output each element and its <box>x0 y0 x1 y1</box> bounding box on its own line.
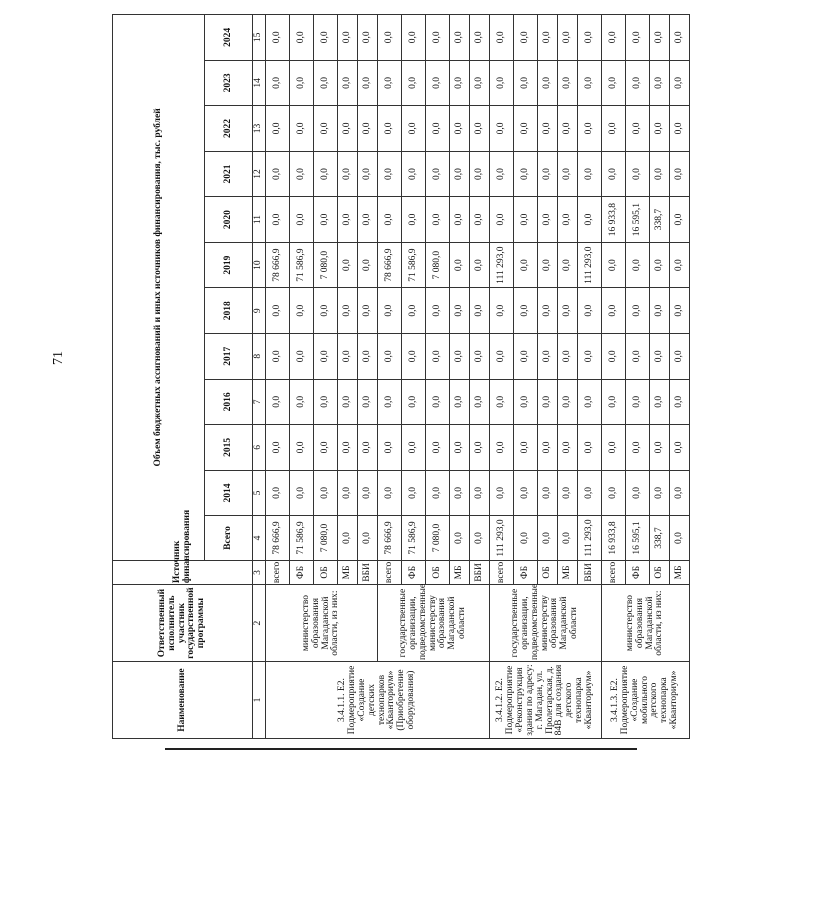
value-cell: 0,0 <box>650 151 670 197</box>
value-cell: 0,0 <box>358 60 378 106</box>
value-cell: 0,0 <box>538 197 558 243</box>
value-cell: 0,0 <box>290 425 314 471</box>
value-cell: 0,0 <box>450 470 470 516</box>
value-cell: 0,0 <box>538 379 558 425</box>
value-cell: 0,0 <box>650 425 670 471</box>
column-number: 1 <box>253 662 266 739</box>
value-cell: 0,0 <box>378 60 402 106</box>
value-cell: 0,0 <box>490 151 514 197</box>
value-cell: 0,0 <box>650 60 670 106</box>
value-cell: 0,0 <box>402 197 426 243</box>
value-cell: 0,0 <box>314 470 338 516</box>
column-number: 13 <box>253 106 266 152</box>
source-cell: всего <box>266 560 290 584</box>
value-cell: 0,0 <box>378 288 402 334</box>
value-cell: 0,0 <box>670 470 690 516</box>
item-executor: министерство образования Магаданской области, из них: <box>602 585 690 662</box>
value-cell: 0,0 <box>338 106 358 152</box>
value-cell: 0,0 <box>470 242 490 288</box>
value-cell: 0,0 <box>538 60 558 106</box>
value-cell: 7 080,0 <box>314 242 338 288</box>
value-cell: 0,0 <box>538 242 558 288</box>
header-year: 2020 <box>205 197 253 243</box>
value-cell: 0,0 <box>602 60 626 106</box>
value-cell: 0,0 <box>490 288 514 334</box>
value-cell: 0,0 <box>266 334 290 380</box>
value-cell: 0,0 <box>426 288 450 334</box>
value-cell: 111 293,0 <box>490 242 514 288</box>
column-number: 4 <box>253 516 266 561</box>
value-cell: 0,0 <box>426 197 450 243</box>
value-cell: 0,0 <box>470 288 490 334</box>
value-cell: 0,0 <box>378 197 402 243</box>
column-number: 10 <box>253 242 266 288</box>
value-cell: 0,0 <box>314 334 338 380</box>
total-cell: 338,7 <box>650 516 670 561</box>
value-cell: 0,0 <box>426 334 450 380</box>
total-cell: 7 080,0 <box>314 516 338 561</box>
value-cell: 0,0 <box>538 288 558 334</box>
total-cell: 0,0 <box>670 516 690 561</box>
value-cell: 0,0 <box>490 197 514 243</box>
value-cell: 0,0 <box>558 242 578 288</box>
total-cell: 0,0 <box>358 516 378 561</box>
header-year: 2015 <box>205 425 253 471</box>
value-cell: 0,0 <box>650 15 670 61</box>
item-executor: государственные организации, подведомственные министерству образования Магаданской области <box>490 585 602 662</box>
total-cell: 0,0 <box>538 516 558 561</box>
value-cell: 0,0 <box>338 151 358 197</box>
value-cell: 0,0 <box>402 379 426 425</box>
value-cell: 0,0 <box>426 151 450 197</box>
value-cell: 0,0 <box>378 425 402 471</box>
value-cell: 0,0 <box>402 334 426 380</box>
total-cell: 0,0 <box>338 516 358 561</box>
value-cell: 0,0 <box>450 106 470 152</box>
value-cell: 0,0 <box>602 151 626 197</box>
value-cell: 0,0 <box>470 151 490 197</box>
value-cell: 0,0 <box>358 288 378 334</box>
value-cell: 0,0 <box>626 106 650 152</box>
value-cell: 0,0 <box>402 425 426 471</box>
value-cell: 0,0 <box>338 242 358 288</box>
value-cell: 0,0 <box>578 470 602 516</box>
column-number: 3 <box>253 560 266 584</box>
value-cell: 0,0 <box>514 288 538 334</box>
value-cell: 0,0 <box>626 470 650 516</box>
source-cell: ВБИ <box>470 560 490 584</box>
value-cell: 0,0 <box>450 242 470 288</box>
value-cell: 0,0 <box>490 470 514 516</box>
value-cell: 0,0 <box>514 106 538 152</box>
source-cell: ФБ <box>290 560 314 584</box>
value-cell: 0,0 <box>514 379 538 425</box>
value-cell: 0,0 <box>358 379 378 425</box>
value-cell: 0,0 <box>358 197 378 243</box>
value-cell: 0,0 <box>266 425 290 471</box>
value-cell: 0,0 <box>266 15 290 61</box>
header-name: Наименование <box>113 662 253 739</box>
page-number: 71 <box>51 351 66 365</box>
column-number: 6 <box>253 425 266 471</box>
value-cell: 0,0 <box>338 15 358 61</box>
value-cell: 0,0 <box>514 197 538 243</box>
value-cell: 0,0 <box>602 288 626 334</box>
value-cell: 0,0 <box>650 334 670 380</box>
value-cell: 0,0 <box>558 106 578 152</box>
total-cell: 78 666,9 <box>266 516 290 561</box>
item-executor: государственные организации, подведомственные министерству образования Магаданской области <box>378 585 490 662</box>
value-cell: 0,0 <box>402 470 426 516</box>
value-cell: 0,0 <box>490 425 514 471</box>
value-cell: 0,0 <box>450 15 470 61</box>
value-cell: 0,0 <box>558 15 578 61</box>
value-cell: 0,0 <box>602 470 626 516</box>
value-cell: 0,0 <box>514 15 538 61</box>
source-cell: МБ <box>450 560 470 584</box>
header-year: 2023 <box>205 60 253 106</box>
value-cell: 0,0 <box>314 151 338 197</box>
value-cell: 0,0 <box>626 151 650 197</box>
value-cell: 0,0 <box>514 334 538 380</box>
value-cell: 0,0 <box>358 334 378 380</box>
header-year: 2014 <box>205 470 253 516</box>
total-cell: 0,0 <box>514 516 538 561</box>
value-cell: 0,0 <box>538 15 558 61</box>
value-cell: 0,0 <box>626 242 650 288</box>
value-cell: 0,0 <box>358 151 378 197</box>
value-cell: 0,0 <box>402 151 426 197</box>
value-cell: 0,0 <box>670 60 690 106</box>
value-cell: 0,0 <box>378 470 402 516</box>
value-cell: 0,0 <box>266 60 290 106</box>
value-cell: 7 080,0 <box>426 242 450 288</box>
value-cell: 0,0 <box>558 470 578 516</box>
value-cell: 0,0 <box>470 425 490 471</box>
value-cell: 0,0 <box>470 60 490 106</box>
value-cell: 0,0 <box>358 470 378 516</box>
total-cell: 71 586,9 <box>402 516 426 561</box>
value-cell: 0,0 <box>338 425 358 471</box>
horizontal-rule <box>165 748 637 750</box>
value-cell: 0,0 <box>602 334 626 380</box>
total-cell: 111 293,0 <box>578 516 602 561</box>
value-cell: 71 586,9 <box>402 242 426 288</box>
value-cell: 0,0 <box>426 470 450 516</box>
value-cell: 0,0 <box>578 334 602 380</box>
header-year: 2016 <box>205 379 253 425</box>
header-executor: Ответственный исполнитель участник государственной программы <box>113 585 253 662</box>
value-cell: 0,0 <box>266 151 290 197</box>
source-cell: ВБИ <box>578 560 602 584</box>
value-cell: 0,0 <box>490 15 514 61</box>
table-container <box>112 14 837 736</box>
source-cell: ОБ <box>650 560 670 584</box>
header-source: Источник финансирования <box>113 560 253 584</box>
value-cell: 0,0 <box>378 151 402 197</box>
value-cell: 0,0 <box>490 379 514 425</box>
value-cell: 0,0 <box>578 425 602 471</box>
source-cell: ОБ <box>538 560 558 584</box>
source-cell: ФБ <box>402 560 426 584</box>
value-cell: 0,0 <box>602 15 626 61</box>
value-cell: 0,0 <box>290 470 314 516</box>
value-cell: 0,0 <box>470 470 490 516</box>
value-cell: 0,0 <box>470 197 490 243</box>
column-number: 14 <box>253 60 266 106</box>
value-cell: 0,0 <box>490 60 514 106</box>
value-cell: 0,0 <box>314 60 338 106</box>
value-cell: 0,0 <box>578 60 602 106</box>
value-cell: 0,0 <box>650 379 670 425</box>
value-cell: 0,0 <box>514 242 538 288</box>
value-cell: 0,0 <box>490 106 514 152</box>
column-number: 11 <box>253 197 266 243</box>
value-cell: 0,0 <box>514 470 538 516</box>
value-cell: 0,0 <box>538 334 558 380</box>
value-cell: 0,0 <box>470 106 490 152</box>
value-cell: 0,0 <box>402 288 426 334</box>
column-number: 8 <box>253 334 266 380</box>
value-cell: 0,0 <box>426 106 450 152</box>
source-cell: ВБИ <box>358 560 378 584</box>
value-cell: 0,0 <box>338 470 358 516</box>
column-number: 15 <box>253 15 266 61</box>
value-cell: 0,0 <box>358 106 378 152</box>
value-cell: 78 666,9 <box>266 242 290 288</box>
value-cell: 0,0 <box>538 425 558 471</box>
value-cell: 0,0 <box>538 470 558 516</box>
value-cell: 0,0 <box>602 106 626 152</box>
value-cell: 0,0 <box>266 470 290 516</box>
source-cell: ОБ <box>314 560 338 584</box>
total-cell: 0,0 <box>558 516 578 561</box>
value-cell: 0,0 <box>314 425 338 471</box>
value-cell: 0,0 <box>558 288 578 334</box>
header-year: 2018 <box>205 288 253 334</box>
value-cell: 0,0 <box>314 106 338 152</box>
value-cell: 0,0 <box>290 197 314 243</box>
value-cell: 0,0 <box>314 288 338 334</box>
total-cell: 16 933,8 <box>602 516 626 561</box>
value-cell: 0,0 <box>670 242 690 288</box>
value-cell: 111 293,0 <box>578 242 602 288</box>
value-cell: 0,0 <box>290 151 314 197</box>
value-cell: 0,0 <box>538 151 558 197</box>
value-cell: 0,0 <box>514 60 538 106</box>
value-cell: 0,0 <box>266 197 290 243</box>
total-cell: 0,0 <box>470 516 490 561</box>
value-cell: 0,0 <box>266 288 290 334</box>
source-cell: ФБ <box>626 560 650 584</box>
table-row <box>266 15 290 739</box>
value-cell: 0,0 <box>450 334 470 380</box>
value-cell: 0,0 <box>470 379 490 425</box>
column-number: 2 <box>253 585 266 662</box>
value-cell: 0,0 <box>558 379 578 425</box>
value-cell: 0,0 <box>358 425 378 471</box>
source-cell: всего <box>378 560 402 584</box>
value-cell: 0,0 <box>626 60 650 106</box>
value-cell: 0,0 <box>338 288 358 334</box>
source-cell: всего <box>490 560 514 584</box>
total-cell: 16 595,1 <box>626 516 650 561</box>
source-cell: МБ <box>338 560 358 584</box>
value-cell: 71 586,9 <box>290 242 314 288</box>
value-cell: 16 933,8 <box>602 197 626 243</box>
value-cell: 0,0 <box>450 197 470 243</box>
total-cell: 71 586,9 <box>290 516 314 561</box>
value-cell: 0,0 <box>450 60 470 106</box>
header-volume: Объем бюджетных ассигнований и иных источников финансирования, тыс. рублей <box>113 15 205 561</box>
value-cell: 0,0 <box>578 106 602 152</box>
value-cell: 0,0 <box>266 379 290 425</box>
value-cell: 0,0 <box>558 60 578 106</box>
value-cell: 0,0 <box>578 197 602 243</box>
value-cell: 0,0 <box>670 106 690 152</box>
item-name: 3.4.1.3. E2. Подмероприятие «Создание мобильного детского технопарка «Кванториум» <box>602 662 690 739</box>
value-cell: 0,0 <box>290 15 314 61</box>
value-cell: 0,0 <box>670 425 690 471</box>
total-cell: 111 293,0 <box>490 516 514 561</box>
total-cell: 78 666,9 <box>378 516 402 561</box>
value-cell: 338,7 <box>650 197 670 243</box>
header-year: 2022 <box>205 106 253 152</box>
value-cell: 0,0 <box>266 106 290 152</box>
value-cell: 0,0 <box>670 197 690 243</box>
value-cell: 0,0 <box>670 288 690 334</box>
financing-table <box>112 14 690 739</box>
value-cell: 0,0 <box>402 15 426 61</box>
value-cell: 0,0 <box>670 15 690 61</box>
table-row <box>490 15 514 739</box>
column-number: 5 <box>253 470 266 516</box>
value-cell: 0,0 <box>290 106 314 152</box>
value-cell: 0,0 <box>514 425 538 471</box>
header-total: Всего <box>205 516 253 561</box>
header-year: 2019 <box>205 242 253 288</box>
value-cell: 0,0 <box>314 197 338 243</box>
value-cell: 0,0 <box>650 288 670 334</box>
rotated-table-wrapper <box>112 14 684 739</box>
value-cell: 0,0 <box>426 60 450 106</box>
value-cell: 0,0 <box>514 151 538 197</box>
item-name: 3.4.1.1. E2. Подмероприятие «Создание детских технопарков «Кванториум» (Приобретение оборудования) <box>266 662 490 739</box>
table-row <box>378 15 402 739</box>
value-cell: 0,0 <box>338 379 358 425</box>
value-cell: 0,0 <box>378 106 402 152</box>
value-cell: 0,0 <box>626 15 650 61</box>
value-cell: 0,0 <box>358 242 378 288</box>
value-cell: 0,0 <box>670 151 690 197</box>
value-cell: 0,0 <box>338 197 358 243</box>
value-cell: 0,0 <box>338 60 358 106</box>
value-cell: 0,0 <box>558 425 578 471</box>
value-cell: 0,0 <box>558 197 578 243</box>
value-cell: 0,0 <box>538 106 558 152</box>
value-cell: 0,0 <box>626 425 650 471</box>
column-number: 12 <box>253 151 266 197</box>
value-cell: 0,0 <box>670 334 690 380</box>
value-cell: 0,0 <box>626 334 650 380</box>
value-cell: 0,0 <box>290 334 314 380</box>
value-cell: 0,0 <box>402 60 426 106</box>
value-cell: 0,0 <box>378 15 402 61</box>
source-cell: всего <box>602 560 626 584</box>
value-cell: 16 595,1 <box>626 197 650 243</box>
value-cell: 0,0 <box>602 425 626 471</box>
header-year: 2017 <box>205 334 253 380</box>
value-cell: 0,0 <box>578 15 602 61</box>
value-cell: 0,0 <box>450 288 470 334</box>
value-cell: 0,0 <box>470 334 490 380</box>
total-cell: 0,0 <box>450 516 470 561</box>
value-cell: 0,0 <box>558 151 578 197</box>
value-cell: 0,0 <box>450 425 470 471</box>
value-cell: 0,0 <box>290 379 314 425</box>
value-cell: 0,0 <box>602 379 626 425</box>
item-executor: министерство образования Магаданской области, из них: <box>266 585 378 662</box>
total-cell: 7 080,0 <box>426 516 450 561</box>
value-cell: 78 666,9 <box>378 242 402 288</box>
value-cell: 0,0 <box>670 379 690 425</box>
value-cell: 0,0 <box>426 15 450 61</box>
source-cell: ОБ <box>426 560 450 584</box>
value-cell: 0,0 <box>314 379 338 425</box>
header-year: 2021 <box>205 151 253 197</box>
value-cell: 0,0 <box>426 425 450 471</box>
item-name: 3.4.1.2. E2. Подмероприятие «Реконструкция здания по адресу: г. Магадан, ул. Пролетарская, д. 84В для создания детского технопарка «Кванториум» <box>490 662 602 739</box>
header-year: 2024 <box>205 15 253 61</box>
column-number: 7 <box>253 379 266 425</box>
value-cell: 0,0 <box>578 151 602 197</box>
table-row <box>602 15 626 739</box>
value-cell: 0,0 <box>650 106 670 152</box>
value-cell: 0,0 <box>578 288 602 334</box>
value-cell: 0,0 <box>378 334 402 380</box>
value-cell: 0,0 <box>650 470 670 516</box>
value-cell: 0,0 <box>650 242 670 288</box>
value-cell: 0,0 <box>490 334 514 380</box>
value-cell: 0,0 <box>450 379 470 425</box>
value-cell: 0,0 <box>290 60 314 106</box>
value-cell: 0,0 <box>402 106 426 152</box>
value-cell: 0,0 <box>602 242 626 288</box>
value-cell: 0,0 <box>626 379 650 425</box>
source-cell: МБ <box>558 560 578 584</box>
value-cell: 0,0 <box>378 379 402 425</box>
value-cell: 0,0 <box>290 288 314 334</box>
value-cell: 0,0 <box>338 334 358 380</box>
value-cell: 0,0 <box>470 15 490 61</box>
column-number: 9 <box>253 288 266 334</box>
source-cell: ФБ <box>514 560 538 584</box>
value-cell: 0,0 <box>314 15 338 61</box>
value-cell: 0,0 <box>426 379 450 425</box>
source-cell: МБ <box>670 560 690 584</box>
value-cell: 0,0 <box>626 288 650 334</box>
value-cell: 0,0 <box>578 379 602 425</box>
value-cell: 0,0 <box>358 15 378 61</box>
value-cell: 0,0 <box>450 151 470 197</box>
value-cell: 0,0 <box>558 334 578 380</box>
